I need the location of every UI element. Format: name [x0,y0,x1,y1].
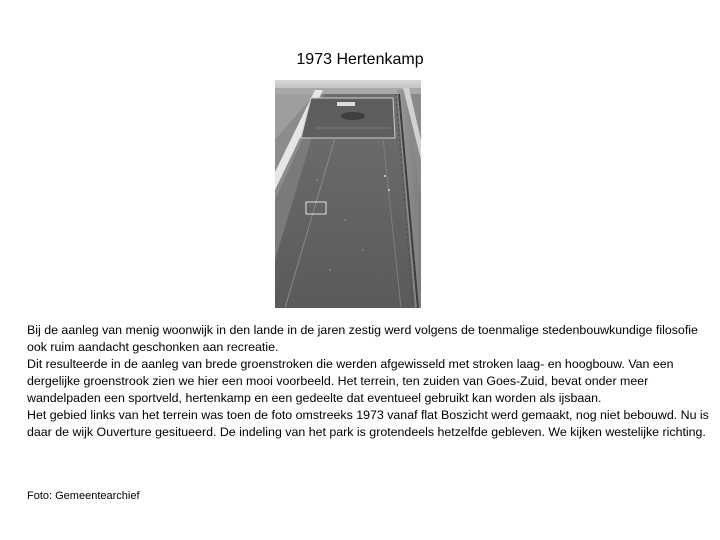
paragraph: Bij de aanleg van menig woonwijk in den lande in de jaren zestig werd volgens de toenmalige stedenbouwkundige filosofie ook ruim aandacht geschonken aan recreatie. [27,323,698,354]
photo-credit: Foto: Gemeentearchief [27,490,140,502]
paragraph: Dit resulteerde in de aanleg van brede groenstroken die werden afgewisseld met stroken laag- en hoogbouw. Van een dergelijke groenstrook zien we hier een mooi voorbeeld. Het terrein, ten zuiden van Goes-Zuid, bevat onder meer wandelpaden een sportveld, hertenkamp en een gedeelte dat eventueel gebruikt kan worden als ijsbaan. [27,357,674,405]
page-title: 1973 Hertenkamp [296,51,424,68]
paragraph: Het gebied links van het terrein was toen de foto omstreeks 1973 vanaf flat Boszicht werd gemaakt, nog niet bebouwd. Nu is daar de wijk Ouverture gesitueerd. De indeling van het park is grotendeels hetzelfde gebleven. We kijken westelijke richting. [27,408,709,439]
description-text [27,322,711,441]
aerial-photo [275,80,421,308]
